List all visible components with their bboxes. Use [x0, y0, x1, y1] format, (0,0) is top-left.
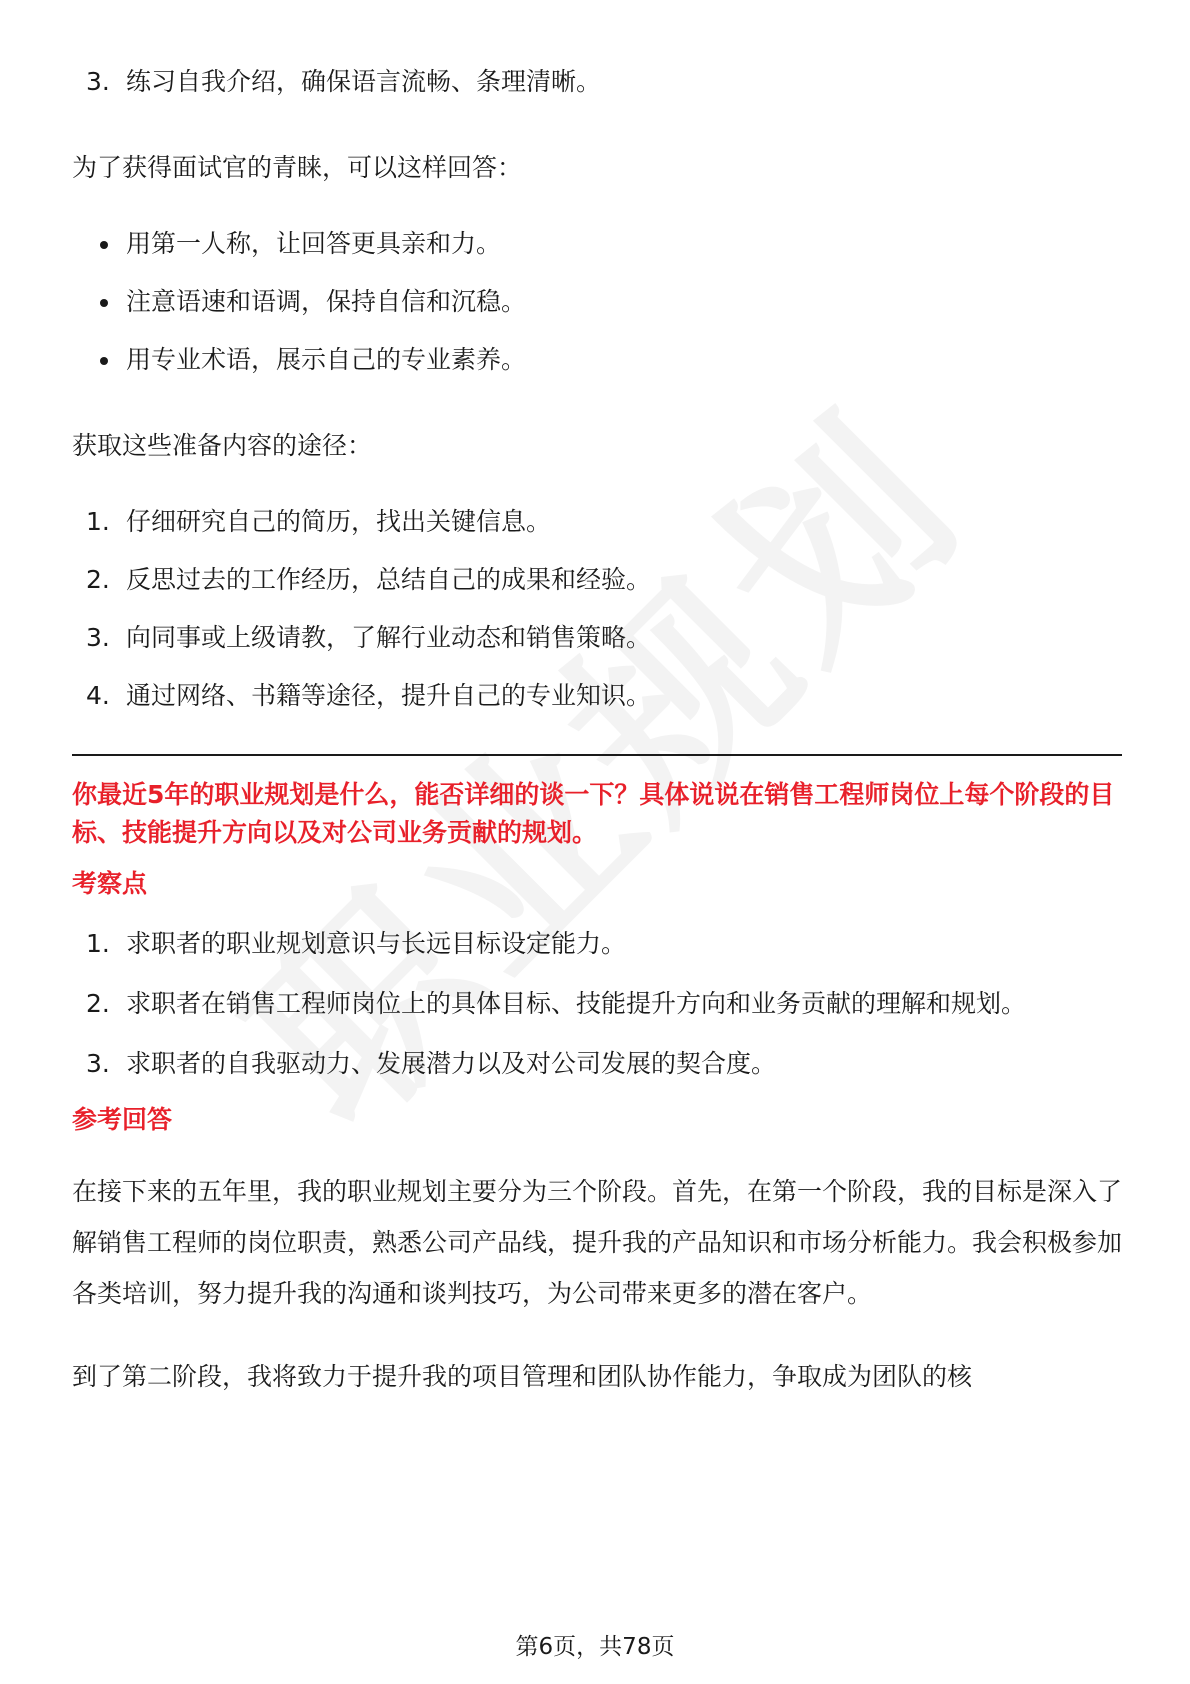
- focus-list: [72, 920, 1122, 1088]
- source-lead: 获取这些准备内容的途径：: [72, 431, 373, 460]
- list-number: 2.: [86, 565, 110, 594]
- bullet-dot-icon: [100, 241, 108, 249]
- list-item: [72, 672, 1122, 720]
- list-item: [72, 978, 1122, 1030]
- list-number: 3.: [86, 67, 110, 96]
- list-number: 1.: [86, 507, 110, 536]
- interview-question: 你最近5年的职业规划是什么，能否详细的谈一下？具体说说在销售工程师岗位上每个阶段的目标、技能提升方向以及对公司业务贡献的规划。: [72, 780, 1115, 847]
- prep-list-tail: [72, 58, 1122, 106]
- bullet-item: [72, 336, 1122, 384]
- list-text: 求职者在销售工程师岗位上的具体目标、技能提升方向和业务贡献的理解和规划。: [126, 989, 1027, 1018]
- answer-paragraph: 到了第二阶段，我将致力于提升我的项目管理和团队协作能力，争取成为团队的核: [72, 1362, 973, 1391]
- source-list: [72, 498, 1122, 720]
- list-number: 3.: [86, 623, 110, 652]
- impress-lead: 为了获得面试官的青睐，可以这样回答：: [72, 153, 523, 182]
- list-number: 1.: [86, 929, 110, 958]
- bullet-text: 用第一人称，让回答更具亲和力。: [126, 229, 502, 258]
- list-text: 练习自我介绍，确保语言流畅、条理清晰。: [126, 67, 602, 96]
- bullet-dot-icon: [100, 357, 108, 365]
- list-item: [72, 498, 1122, 546]
- list-number: 2.: [86, 989, 110, 1018]
- page-footer: 第6页，共78页: [515, 1634, 675, 1660]
- bullet-dot-icon: [100, 299, 108, 307]
- list-text: 向同事或上级请教，了解行业动态和销售策略。: [126, 623, 652, 652]
- list-text: 反思过去的工作经历，总结自己的成果和经验。: [126, 565, 652, 594]
- list-item: [72, 58, 1122, 106]
- list-text: 求职者的自我驱动力、发展潜力以及对公司发展的契合度。: [126, 1049, 777, 1078]
- list-text: 通过网络、书籍等途径，提升自己的专业知识。: [126, 681, 652, 710]
- list-number: 4.: [86, 681, 110, 710]
- list-number: 3.: [86, 1049, 110, 1078]
- answer-heading: 参考回答: [72, 1105, 173, 1134]
- focus-heading: 考察点: [72, 869, 148, 898]
- list-text: 求职者的职业规划意识与长远目标设定能力。: [126, 929, 627, 958]
- list-text: 仔细研究自己的简历，找出关键信息。: [126, 507, 552, 536]
- list-item: [72, 614, 1122, 662]
- answer-paragraph: 在接下来的五年里，我的职业规划主要分为三个阶段。首先，在第一个阶段，我的目标是深入了解销售工程师的岗位职责，熟悉公司产品线，提升我的产品知识和市场分析能力。我会积极参加各类培训，努力提升我的沟通和谈判技巧，为公司带来更多的潜在客户。: [72, 1177, 1123, 1308]
- page-content: [72, 58, 1122, 1402]
- list-item: [72, 920, 1122, 968]
- bullet-item: [72, 278, 1122, 326]
- bullet-text: 注意语速和语调，保持自信和沉稳。: [126, 287, 527, 316]
- bullet-item: [72, 220, 1122, 268]
- bullet-text: 用专业术语，展示自己的专业素养。: [126, 345, 527, 374]
- section-divider: [72, 754, 1122, 756]
- impress-bullets: [72, 220, 1122, 384]
- list-item: [72, 1040, 1122, 1088]
- list-item: [72, 556, 1122, 604]
